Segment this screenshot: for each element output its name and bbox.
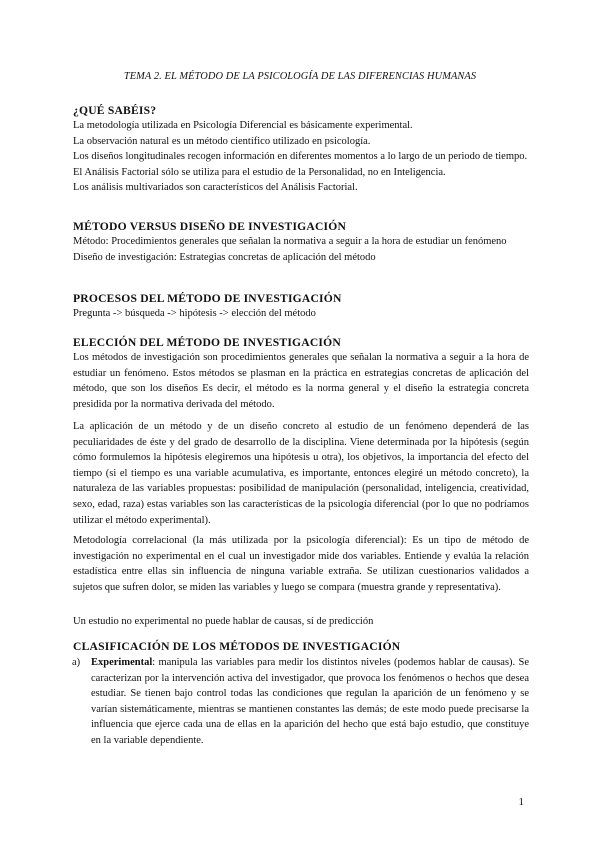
- section-heading: ELECCIÓN DEL MÉTODO DE INVESTIGACIÓN: [73, 336, 341, 349]
- section-clasificacion: [73, 639, 529, 654]
- list-marker: a): [72, 657, 81, 668]
- paragraph: Metodología correlacional (la más utilizada por la psicología diferencial): Es un tipo de método de investigación no experimental en el cual un investigador mide dos variables. Entiende y evalúa la relación estadística entre ellas sin influencia de ninguna variable extraña. Se utilizan cuestionarios validados a sujetos que sufren dolor, se miden las variables y luego se compara (muestra grande y representativa).: [73, 535, 529, 593]
- section-metodo-vs-diseno: [73, 219, 529, 265]
- section-heading: ¿QUÉ SABÉIS?: [73, 104, 157, 117]
- paragraph: La aplicación de un método y de un diseño concreto al estudio de un fenómeno dependerá de las peculiaridades de éste y del grado de desarrollo de la disciplina. Viene determinada por la hipótesis (según cómo formulemos la hipótesis elegiremos una hipótesis u otra), los objetivos, la importancia del efecto del tiempo (si el tiempo es una variable acumulativa, es importante, entonces elegiré un método concreto), la naturaleza de las variables propuestas: posibilidad de manipulación (personalidad, inteligencia, creatividad, sexo, edad, raza) estas variables son las características de la psicología diferencial (por lo que no podríamos utilizar el método experimental).: [73, 421, 529, 526]
- paragraph: Un estudio no experimental no puede hablar de causas, sí de predicción: [73, 616, 374, 627]
- page-number: 1: [518, 796, 524, 808]
- list-item: [72, 655, 529, 749]
- section-eleccion-p4: [73, 614, 529, 630]
- text-line: Método: Procedimientos generales que señalan la normativa a seguir a la hora de estudiar un fenómeno: [73, 236, 507, 247]
- text-line: La metodología utilizada en Psicología Diferencial es básicamente experimental.: [73, 120, 413, 131]
- text-line: Diseño de investigación: Estrategias concretas de aplicación del método: [73, 251, 376, 263]
- section-eleccion-p3: [73, 533, 529, 595]
- section-eleccion-p2: [73, 419, 529, 528]
- paragraph: Los métodos de investigación son procedimientos generales que señalan la normativa a seguir a la hora de estudiar un fenómeno. Estos métodos se plasman en la práctica en estrategias concretas de aplicación del método, que son los diseños Es decir, el método es la norma general y el diseño la estrategia concreta presidida por la normativa derivada del método.: [73, 352, 529, 410]
- list-item-lead: Experimental: [91, 657, 153, 668]
- text-line: Los análisis multivariados son característicos del Análisis Factorial.: [73, 182, 358, 194]
- section-procesos: [73, 291, 529, 322]
- list-item-text: : manipula las variables para medir los distintos niveles (podemos hablar de causas). Se caracterizan por la intervención activa del investigador, que provoca los fenómenos o hechos que desea estudiar. Se tienen bajo control todas las condiciones que regulan la aparición de un fenómeno y se varían sistemáticamente, mientras se mantienen constantes las demás; de este modo puede precisarse la influencia que ejerce cada una de ellas en la aparición del hecho que está bajo estudio, que constituye en la variable dependiente.: [91, 657, 529, 746]
- text-line: El Análisis Factorial sólo se utiliza para el estudio de la Personalidad, no en Inteligencia.: [73, 166, 446, 178]
- section-heading: PROCESOS DEL MÉTODO DE INVESTIGACIÓN: [73, 292, 342, 305]
- section-heading: CLASIFICACIÓN DE LOS MÉTODOS DE INVESTIGACIÓN: [73, 640, 401, 653]
- section-que-sabeis: [73, 103, 529, 196]
- section-heading: MÉTODO VERSUS DISEÑO DE INVESTIGACIÓN: [73, 220, 347, 233]
- text-line: Los diseños longitudinales recogen información en diferentes momentos a lo largo de un periodo de tiempo.: [73, 151, 528, 163]
- text-line: Pregunta -> búsqueda -> hipótesis -> elección del método: [73, 308, 316, 319]
- text-line: La observación natural es un método científico utilizado en psicología.: [73, 135, 371, 147]
- document-title: TEMA 2. EL MÉTODO DE LA PSICOLOGÍA DE LAS DIFERENCIAS HUMANAS: [123, 71, 477, 82]
- section-eleccion: [73, 335, 529, 412]
